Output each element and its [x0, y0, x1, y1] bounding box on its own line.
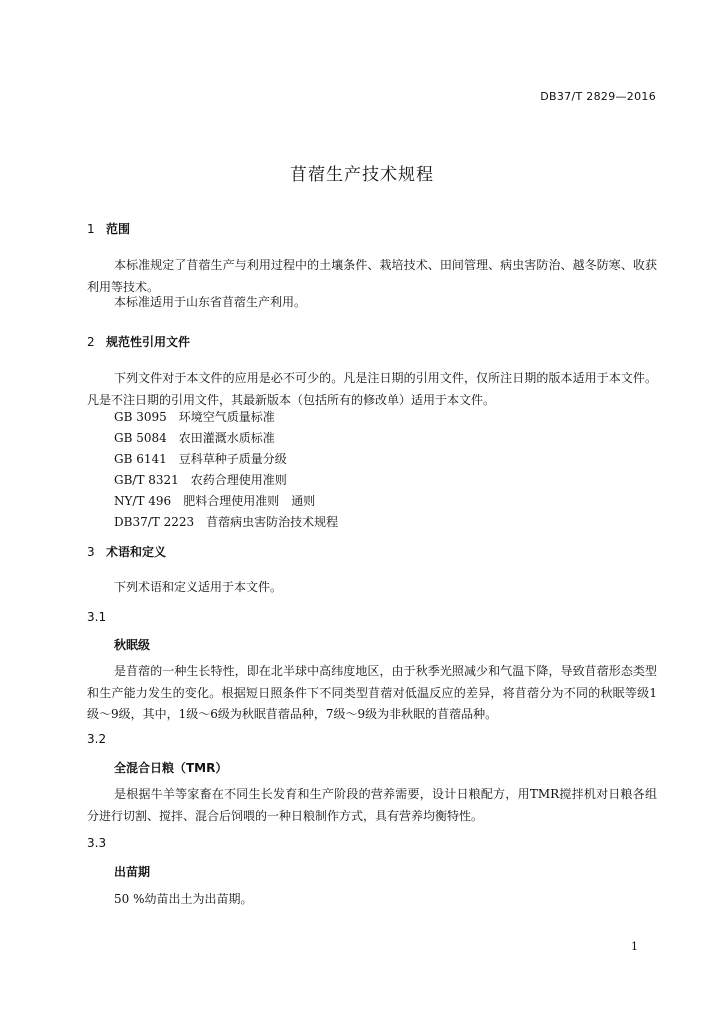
- section-number: 3: [87, 545, 95, 559]
- reference-item: DB37/T 2223 苜蓿病虫害防治技术规程: [114, 515, 339, 529]
- page-title: 苜蓿生产技术规程: [290, 165, 434, 185]
- term-number: 3.1: [87, 610, 107, 624]
- paragraph: 本标准适用于山东省苜蓿生产利用。: [114, 295, 307, 309]
- section-3-heading: [87, 543, 166, 560]
- section-title: 术语和定义: [106, 545, 167, 559]
- term-title: 秋眠级: [114, 638, 151, 652]
- term-definition: 是苜蓿的一种生长特性，即在北半球中高纬度地区，由于秋季光照减少和气温下降，导致苜蓿形态类型和生产能力发生的变化。根据短日照条件下不同类型苜蓿对低温反应的差异，将苜蓿分为不同的秋眠等级1级～9级，其中，1级～6级为秋眠苜蓿品种，7级～9级为非秋眠的苜蓿品种。: [87, 664, 657, 721]
- reference-item: GB 5084 农田灌溉水质标准: [114, 431, 275, 445]
- section-number: 2: [87, 335, 95, 349]
- term-definition: 50 %幼苗出土为出苗期。: [114, 892, 253, 906]
- term-title: 全混合日粮（TMR）: [114, 761, 228, 775]
- term-definition: 是根据牛羊等家畜在不同生长发育和生产阶段的营养需要，设计日粮配方，用TMR搅拌机对日粮各组分进行切割、搅拌、混合后饲喂的一种日粮制作方式，具有营养均衡特性。: [87, 787, 657, 823]
- paragraph: 下列术语和定义适用于本文件。: [114, 580, 283, 594]
- section-number: 1: [87, 222, 95, 236]
- reference-item: GB 3095 环境空气质量标准: [114, 410, 275, 424]
- reference-item: GB/T 8321 农药合理使用准则: [114, 473, 287, 487]
- section-1-heading: [87, 220, 130, 237]
- term-number: 3.3: [87, 836, 107, 850]
- reference-item: GB 6141 豆科草种子质量分级: [114, 452, 287, 466]
- reference-item: NY/T 496 肥料合理使用准则 通则: [114, 494, 316, 508]
- paragraph: 下列文件对于本文件的应用是必不可少的。凡是注日期的引用文件，仅所注日期的版本适用于本文件。凡是不注日期的引用文件，其最新版本（包括所有的修改单）适用于本文件。: [87, 371, 657, 407]
- term-title: 出苗期: [114, 865, 151, 879]
- document-code: DB37/T 2829—2016: [540, 90, 656, 103]
- paragraph: 本标准规定了苜蓿生产与利用过程中的土壤条件、栽培技术、田间管理、病虫害防治、越冬防寒、收获利用等技术。: [87, 258, 657, 294]
- section-2-heading: [87, 333, 190, 350]
- term-number: 3.2: [87, 732, 107, 746]
- page-number: 1: [631, 940, 638, 953]
- section-title: 规范性引用文件: [106, 335, 191, 349]
- section-title: 范围: [106, 222, 131, 236]
